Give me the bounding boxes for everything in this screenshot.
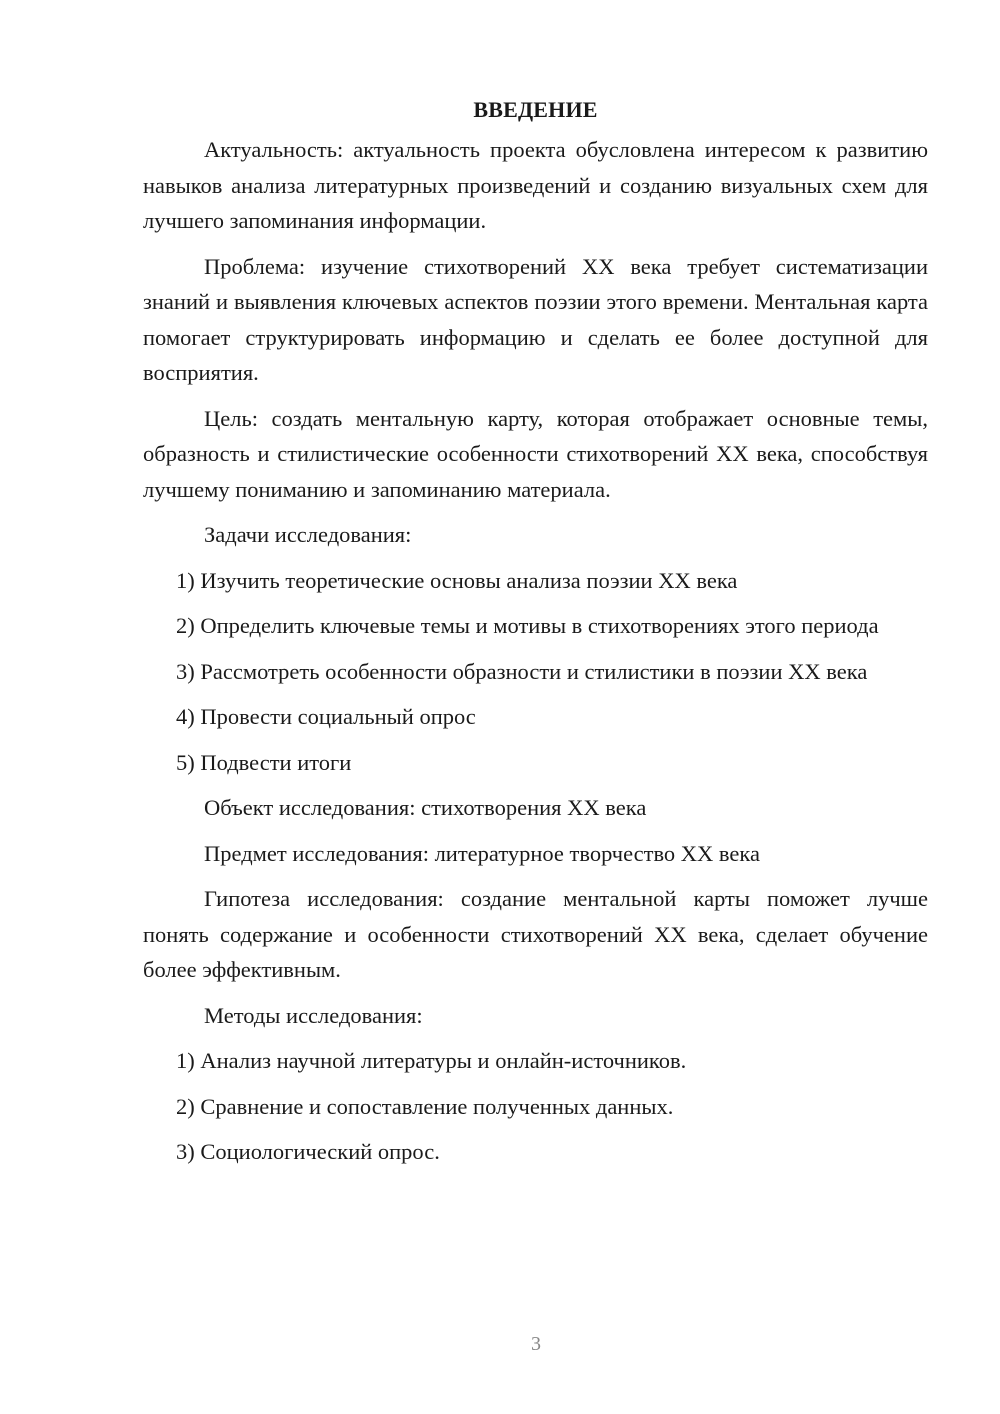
document-page	[143, 92, 928, 1180]
method-item-3: 3) Социологический опрос.	[176, 1139, 440, 1164]
goal-paragraph: Цель: создать ментальную карту, которая отображает основные темы, образность и стилистические особенности стихотворений ХХ века, способствуя лучшему пониманию и запоминанию материала.	[143, 405, 928, 502]
task-item-3: 3) Рассмотреть особенности образности и стилистики в поэзии ХХ века	[176, 658, 868, 684]
task-item-5: 5) Подвести итоги	[176, 749, 352, 775]
research-hypothesis: Гипотеза исследования: создание ментальной карты поможет лучше понять содержание и особенности стихотворений ХХ века, сделает обучение более эффективным.	[143, 886, 928, 982]
tasks-heading: Задачи исследования:	[204, 522, 412, 547]
task-item-2: 2) Определить ключевые темы и мотивы в стихотворениях этого периода	[176, 613, 879, 638]
page-number: 3	[531, 1333, 541, 1355]
task-item-1: 1) Изучить теоретические основы анализа поэзии ХХ века	[176, 567, 738, 593]
method-item-1: 1) Анализ научной литературы и онлайн-источников.	[176, 1048, 687, 1073]
task-item-4: 4) Провести социальный опрос	[176, 704, 476, 729]
methods-heading: Методы исследования:	[204, 1002, 423, 1028]
relevance-paragraph: Актуальность: актуальность проекта обусловлена интересом к развитию навыков анализа литературных произведений и созданию визуальных схем для лучшего запоминания информации.	[143, 137, 928, 233]
research-subject: Предмет исследования: литературное творчество ХХ века	[204, 840, 760, 866]
document-title: ВВЕДЕНИЕ	[473, 97, 598, 122]
method-item-2: 2) Сравнение и сопоставление полученных данных.	[176, 1093, 674, 1119]
problem-paragraph: Проблема: изучение стихотворений ХХ века требует систематизации знаний и выявления ключевых аспектов поэзии этого времени. Ментальная карта помогает структурировать информацию и сделать ее более доступной для восприятия.	[143, 253, 928, 385]
research-object: Объект исследования: стихотворения ХХ века	[204, 795, 647, 820]
